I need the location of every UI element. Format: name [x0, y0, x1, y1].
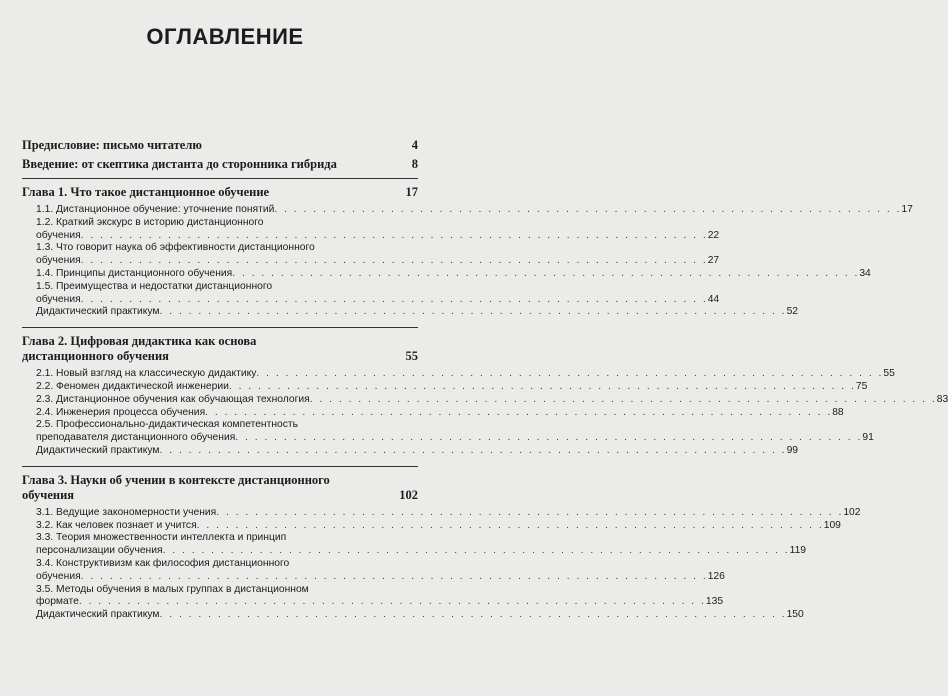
leader-dots: . . . . . . . . . . . . . . . . . . . . . . . . . . . . . . . . . . . . . . . . . . . . . . . . . . . . . . . . . . . . . . . . .: [159, 306, 787, 318]
toc-entry[interactable]: [22, 444, 799, 458]
entry-title-line: [36, 407, 832, 420]
leader-dots: . . . . . . . . . . . . . . . . . . . . . . . . . . . . . . . . . . . . . . . . . . . . . . . . . . . . . . . . . . . . . . . . .: [309, 393, 937, 405]
toc-entry[interactable]: [22, 368, 895, 381]
page-title: ОГЛАВЛЕНИЕ: [146, 24, 304, 49]
entry-title: [36, 268, 859, 281]
entry-title-text: Дидактический практикум: [36, 609, 160, 621]
entry-title: [36, 609, 787, 622]
entry-page: 109: [823, 519, 841, 531]
leader-dots: . . . . . . . . . . . . . . . . . . . . . . . . . . . . . . . . . . . . . . . . . . . . . . . . . . . . . . . . . . . . . . . . .: [162, 545, 790, 557]
toc-entry[interactable]: [22, 393, 948, 407]
entry-title-line: [36, 281, 708, 294]
entry-page: 126: [707, 570, 725, 582]
entry-title: [36, 242, 708, 268]
chapter-spacer: [22, 622, 418, 624]
toc-front-title: Введение: от скептика дистанта до сторонника гибрида: [22, 157, 337, 171]
entry-page: 88: [832, 406, 844, 418]
leader-dots: . . . . . . . . . . . . . . . . . . . . . . . . . . . . . . . . . . . . . . . . . . . . . . . . . . . . . . . . . . . . . . . . .: [80, 255, 708, 267]
entry-title-line: [36, 432, 862, 445]
toc-entry[interactable]: [22, 419, 874, 445]
chapter-title-line: обучения: [22, 487, 75, 502]
entry-title-text: 3.1. Ведущие закономерности учения: [36, 506, 217, 518]
entry-title-text: 1.4. Принципы дистанционного обучения: [36, 267, 233, 279]
chapter-title-line: Глава 2. Цифровая дидактика как основа: [22, 334, 257, 349]
entry-page: 34: [859, 267, 871, 279]
toc-entry[interactable]: [22, 519, 841, 533]
chapter-title-line: Глава 3. Науки об учении в контексте дистанционного: [22, 472, 330, 487]
entry-title-text: 1.3. Что говорит наука об эффективности дистанционного: [36, 242, 315, 254]
leader-dots: . . . . . . . . . . . . . . . . . . . . . . . . . . . . . . . . . . . . . . . . . . . . . . . . . . . . . . . . . . . . . . . . .: [80, 570, 708, 582]
entry-title-text: 1.1. Дистанционное обучение: уточнение понятий: [36, 204, 275, 215]
chapter-title-line: Глава 1. Что такое дистанционное обучение: [22, 185, 270, 199]
toc-front-page: 4: [411, 138, 418, 152]
entry-title-text: 3.2. Как человек познает и учится: [36, 519, 197, 531]
entry-title: [36, 520, 824, 533]
entry-title-line: [36, 545, 790, 558]
entry-title-text: Дидактический практикум: [36, 444, 160, 456]
toc-entry[interactable]: [22, 267, 871, 281]
toc-front-preface[interactable]: [22, 138, 418, 153]
leader-dots: . . . . . . . . . . . . . . . . . . . . . . . . . . . . . . . . . . . . . . . . . . . . . . . . . . . . . . . . . . . . . . . . .: [159, 444, 787, 456]
entry-title: [36, 558, 708, 584]
entry-title-text: 1.2. Краткий экскурс в историю дистанционного: [36, 216, 264, 228]
toc-front-title: Предисловие: письмо читателю: [22, 138, 202, 152]
toc-chapter-heading[interactable]: [22, 334, 418, 364]
entry-title-line: [36, 584, 706, 597]
toc-entry[interactable]: [22, 557, 725, 584]
entry-title-line: [36, 242, 708, 255]
entry-page: 22: [707, 229, 720, 241]
entry-title-line: [36, 394, 937, 407]
leader-dots: . . . . . . . . . . . . . . . . . . . . . . . . . . . . . . . . . . . . . . . . . . . . . . . . . . . . . . . . . . . . . . . . .: [228, 380, 856, 392]
chapter-page: 102: [399, 487, 418, 502]
chapter-title: [22, 473, 390, 503]
leader-dots: . . . . . . . . . . . . . . . . . . . . . . . . . . . . . . . . . . . . . . . . . . . . . . . . . . . . . . . . . . . . . . . . .: [232, 267, 860, 279]
entry-title-text: персонализации обучения: [36, 545, 163, 557]
toc-front-page: 8: [411, 157, 418, 171]
chapter-divider: [22, 466, 418, 467]
entry-title: [36, 368, 883, 381]
entry-title-text: 2.1. Новый взгляд на классическую дидактику: [36, 368, 257, 380]
toc-entry[interactable]: [22, 280, 720, 307]
leader-dots: . . . . . . . . . . . . . . . . . . . . . . . . . . . . . . . . . . . . . . . . . . . . . . . . . . . . . . . . . . . . . . . . .: [196, 519, 824, 531]
entry-title: [36, 306, 787, 319]
entry-page: 17: [901, 204, 913, 215]
toc-entry[interactable]: [22, 380, 868, 394]
leader-dots: . . . . . . . . . . . . . . . . . . . . . . . . . . . . . . . . . . . . . . . . . . . . . . . . . . . . . . . . . . . . . . . . .: [80, 293, 708, 305]
leader-dots: . . . . . . . . . . . . . . . . . . . . . . . . . . . . . . . . . . . . . . . . . . . . . . . . . . . . . . . . . . . . . . . . .: [159, 609, 787, 621]
entry-title-line: [36, 609, 787, 622]
toc-entry[interactable]: [22, 306, 799, 319]
chapter-title-line: дистанционного обучения: [22, 349, 169, 364]
leader-dots: . . . . . . . . . . . . . . . . . . . . . . . . . . . . . . . . . . . . . . . . . . . . . . . . . . . . . . . . . . . . . . . . .: [274, 204, 902, 215]
entry-title-line: [36, 507, 843, 520]
entry-title-text: 3.3. Теория множественности интеллекта и принцип: [36, 532, 287, 544]
toc-entry[interactable]: [22, 242, 720, 268]
entry-page: 91: [862, 432, 874, 444]
entry-title: [36, 419, 862, 445]
entry-title-text: формате: [36, 596, 79, 608]
entry-title-line: [36, 368, 883, 381]
entry-title: [36, 584, 706, 610]
entry-title: [36, 394, 937, 407]
entry-title-line: [36, 294, 708, 307]
entry-title: [36, 407, 832, 420]
toc-entry[interactable]: [22, 204, 913, 217]
chapter-spacer: [22, 319, 418, 321]
entry-title-text: 2.4. Инженерия процесса обучения: [36, 406, 206, 418]
entry-title-line: [36, 558, 708, 571]
leader-dots: . . . . . . . . . . . . . . . . . . . . . . . . . . . . . . . . . . . . . . . . . . . . . . . . . . . . . . . . . . . . . . . . .: [78, 596, 706, 608]
entry-page: 150: [786, 609, 804, 621]
toc-chapter-heading[interactable]: [22, 185, 418, 200]
toc-entry[interactable]: [22, 609, 804, 622]
entry-page: 99: [786, 444, 799, 456]
entry-title-text: обучения: [36, 255, 81, 267]
entry-title-text: 1.5. Преимущества и недостатки дистанционного: [36, 280, 273, 292]
entry-page: 55: [883, 368, 895, 380]
toc-entry[interactable]: [22, 406, 844, 420]
entry-title-text: 2.5. Профессионально-дидактическая компетентность: [36, 419, 298, 431]
chapter-divider: [22, 178, 418, 179]
entry-title: [36, 204, 901, 217]
entry-page: 52: [786, 306, 799, 318]
entry-title: [36, 507, 843, 520]
entry-title: [36, 281, 708, 307]
entry-page: 102: [843, 506, 861, 518]
entry-page: 44: [707, 293, 720, 305]
leader-dots: . . . . . . . . . . . . . . . . . . . . . . . . . . . . . . . . . . . . . . . . . . . . . . . . . . . . . . . . . . . . . . . . .: [205, 406, 833, 418]
leader-dots: . . . . . . . . . . . . . . . . . . . . . . . . . . . . . . . . . . . . . . . . . . . . . . . . . . . . . . . . . . . . . . . . .: [235, 432, 863, 444]
chapter-divider: [22, 327, 418, 328]
entry-page: 119: [789, 545, 807, 557]
entry-title-text: 2.2. Феномен дидактической инженерии: [36, 380, 229, 392]
entry-title-line: [36, 230, 708, 243]
toc-chapters: [22, 178, 948, 624]
entry-page: 27: [707, 255, 720, 267]
entry-title-line: [36, 268, 859, 281]
chapter-page: 55: [405, 349, 418, 364]
toc-front-intro[interactable]: [22, 157, 418, 172]
entry-title: [36, 381, 856, 394]
entry-title-line: [36, 445, 787, 458]
chapter-page: 17: [405, 185, 418, 199]
entry-title: [36, 532, 790, 558]
toc-entry[interactable]: [22, 583, 724, 610]
entry-title-line: [36, 255, 708, 268]
entry-title-text: обучения: [36, 293, 81, 305]
entry-page: 135: [705, 596, 724, 608]
entry-title-line: [36, 596, 706, 609]
entry-title: [36, 445, 787, 458]
entry-title-line: [36, 217, 708, 230]
entry-title: [36, 217, 708, 243]
chapter-title: [22, 334, 390, 364]
entry-title-text: 3.5. Методы обучения в малых группах в дистанционном: [36, 583, 309, 595]
entry-title-text: 2.3. Дистанционное обучения как обучающая технология: [36, 393, 310, 405]
chapter-spacer: [22, 458, 418, 460]
entry-title-line: [36, 381, 856, 394]
entry-title-line: [36, 520, 824, 533]
toc-entry[interactable]: [22, 506, 861, 520]
toc-entry[interactable]: [22, 216, 720, 243]
entry-title-text: Дидактический практикум: [36, 306, 160, 318]
table-of-contents: [22, 138, 948, 624]
entry-title-line: [36, 571, 708, 584]
entry-title-line: [36, 306, 787, 319]
entry-page: 83: [936, 393, 948, 405]
leader-dots: . . . . . . . . . . . . . . . . . . . . . . . . . . . . . . . . . . . . . . . . . . . . . . . . . . . . . . . . . . . . . . . . .: [216, 506, 844, 518]
entry-title-text: обучения: [36, 229, 81, 241]
entry-title-line: [36, 532, 790, 545]
toc-chapter-heading[interactable]: [22, 473, 418, 503]
chapter-title: [22, 185, 390, 200]
leader-dots: . . . . . . . . . . . . . . . . . . . . . . . . . . . . . . . . . . . . . . . . . . . . . . . . . . . . . . . . . . . . . . . . .: [256, 368, 884, 380]
entry-page: 75: [855, 380, 868, 392]
toc-entry[interactable]: [22, 532, 807, 558]
entry-title-text: 3.4. Конструктивизм как философия дистанционного: [36, 557, 290, 569]
leader-dots: . . . . . . . . . . . . . . . . . . . . . . . . . . . . . . . . . . . . . . . . . . . . . . . . . . . . . . . . . . . . . . . . .: [80, 229, 708, 241]
entry-title-text: обучения: [36, 570, 81, 582]
entry-title-line: [36, 419, 862, 432]
entry-title-line: [36, 204, 901, 217]
entry-title-text: преподавателя дистанционного обучения: [36, 432, 236, 444]
